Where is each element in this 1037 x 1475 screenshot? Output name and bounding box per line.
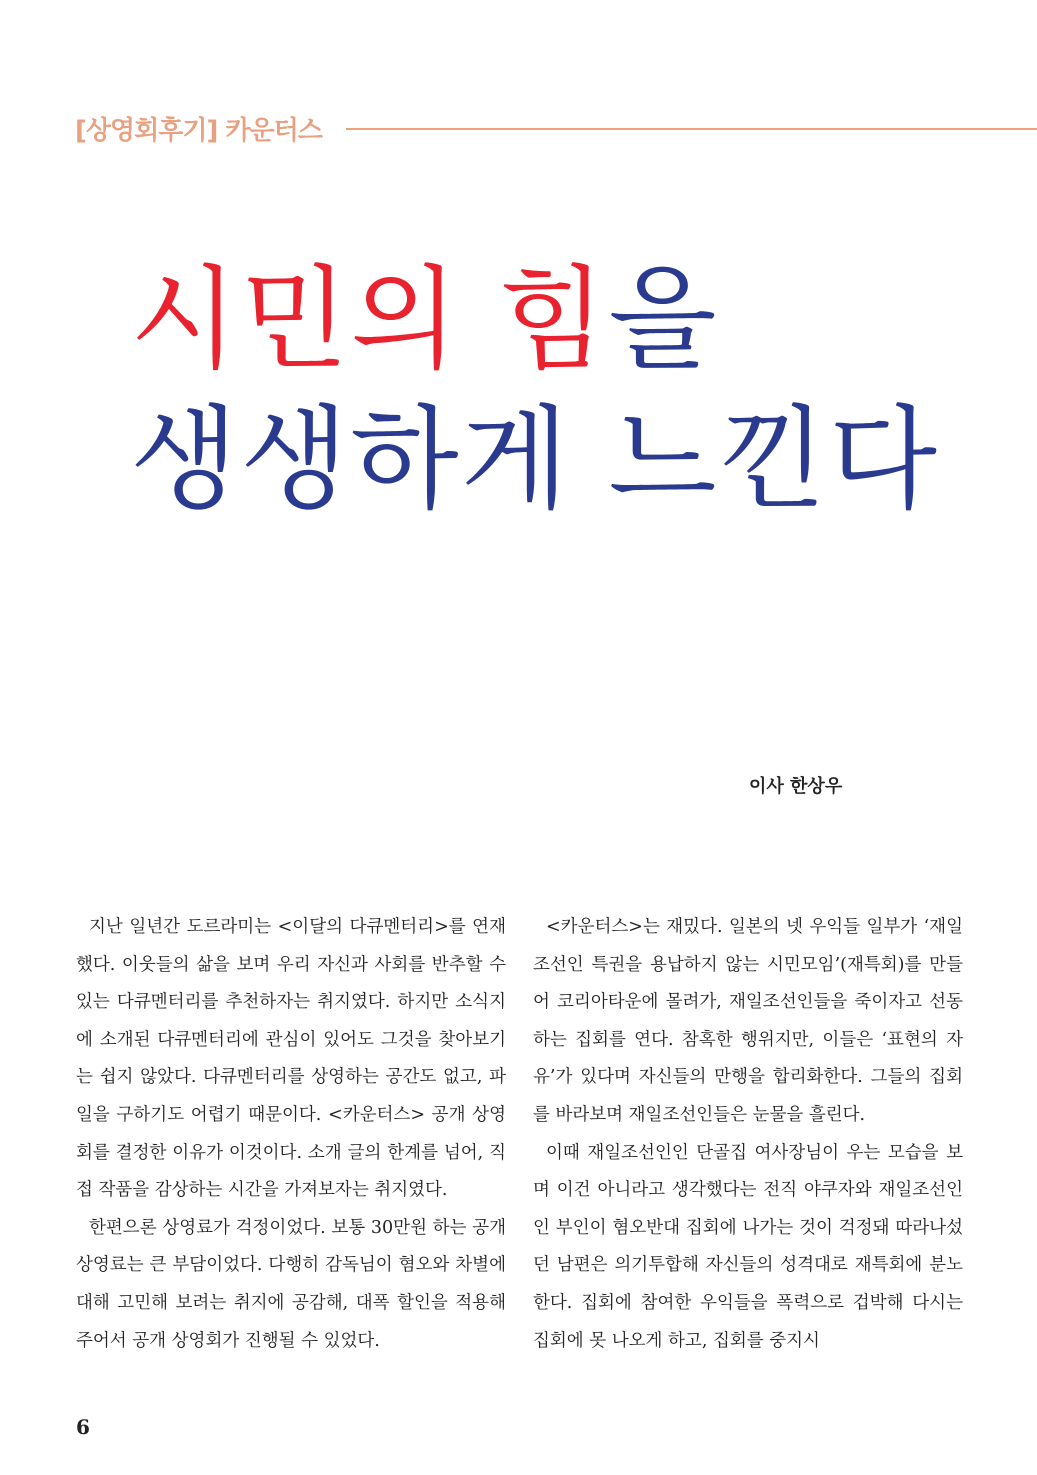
headline-line-2: 생생하게 느낀다 [130,395,939,525]
headline-suffix: 을 [608,255,719,385]
paragraph: 지난 일년간 도르라미는 <이달의 다큐멘터리>를 연재했다. 이웃들의 삶을 보며 우리 자신과 사회를 반추할 수 있는 다큐멘터리를 추천하자는 취지였다. 하지만 소식지에 소개된 다큐멘터리에 관심이 있어도 그것을 찾아보기는 쉽지 않았다. 다큐멘터리를 상영하는 공간도 없고, 파일을 구하기도 어렵기 때문이다. <카운터스> 공개 상영회를 결정한 이유가 이것이다. 소개 글의 한계를 넘어, 직접 작품을 감상하는 시간을 가져보자는 취지였다. [76,917,506,1201]
headline-line-1 [130,250,939,390]
paragraph: <카운터스>는 재밌다. 일본의 넷 우익들 일부가 ‘재일조선인 특권을 용납하지 않는 시민모임’(재특회)를 만들어 코리아타운에 몰려가, 재일조선인들을 죽이자고 선동하는 집회를 연다. 참혹한 행위지만, 이들은 ‘표현의 자유’가 있다며 자신들의 만행을 합리화한다. 그들의 집회를 바라보며 재일조선인들은 눈물을 흘린다. [533,917,963,1125]
section-divider [346,128,1037,130]
section-label: [상영회후기] 카운터스 [75,116,322,146]
paragraph: 한편으론 상영료가 걱정이었다. 보통 30만원 하는 공개 상영료는 큰 부담이었다. 다행히 감독님이 혐오와 차별에 대해 고민해 보려는 취지에 공감해, 대폭 할인을 적용해 주어서 공개 상영회가 진행될 수 있었다. [76,1217,506,1351]
right-column [533,909,963,1360]
headline-highlight: 시민의 힘 [130,255,609,385]
page-number: 6 [76,1415,90,1439]
author-byline: 이사 한상우 [749,776,843,797]
paragraph: 이때 재일조선인인 단골집 여사장님이 우는 모습을 보며 이건 아니라고 생각했다는 전직 야쿠자와 재일조선인인 부인이 혐오반대 집회에 나가는 것이 걱정돼 따라나섰던 남편은 의기투합해 자신들의 성격대로 재특회에 분노한다. 집회에 참여한 우익들을 폭력으로 겁박해 다시는 집회에 못 나오게 하고, 집회를 중지시 [533,1142,963,1351]
headline [130,250,939,530]
left-column [76,909,506,1360]
section-header [75,110,1037,147]
